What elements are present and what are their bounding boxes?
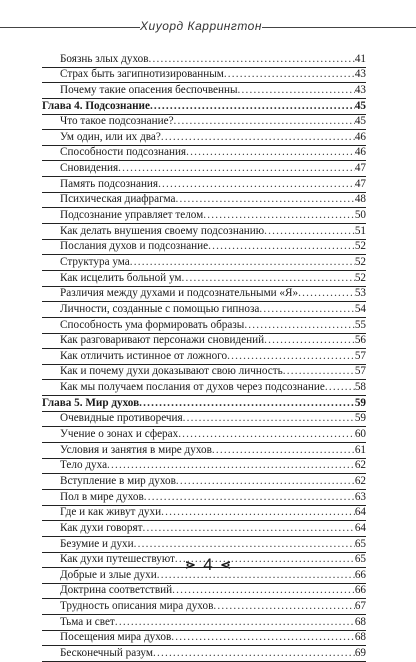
- toc-entry-row: [42, 380, 366, 396]
- entry-page-number: 61: [354, 443, 366, 456]
- entry-page-number: 57: [354, 349, 366, 362]
- dot-leader: [238, 83, 355, 98]
- toc-entry-row: [42, 365, 366, 381]
- entry-title: Доктрина соответствий: [60, 584, 173, 597]
- dot-leader: [212, 443, 355, 458]
- dot-leader: [178, 427, 355, 442]
- toc-entry-row: [42, 115, 366, 131]
- entry-page-number: 66: [354, 568, 366, 581]
- toc-entry-row: [42, 255, 366, 271]
- page-number: 4: [203, 555, 213, 574]
- entry-page-number: 48: [354, 193, 366, 206]
- dot-leader: [144, 490, 355, 505]
- right-arrow-ornament: ⋖: [220, 557, 232, 572]
- toc-entry-row: [42, 146, 366, 162]
- chapter-title: Глава 5. Мир духов: [42, 396, 140, 409]
- entry-page-number: 41: [354, 52, 366, 65]
- entry-title: Как духи говорят: [60, 521, 143, 534]
- entry-page-number: 65: [354, 553, 366, 566]
- dot-leader: [134, 537, 355, 552]
- dot-leader: [264, 333, 355, 348]
- entry-title: Как исцелить больной ум: [60, 271, 182, 284]
- dot-leader: [158, 177, 355, 192]
- header-rule-left: [0, 27, 140, 28]
- entry-title: Сновидения: [60, 162, 119, 175]
- dot-leader: [176, 474, 355, 489]
- dot-leader: [150, 99, 355, 114]
- entry-title: Страх быть загипнотизированным: [60, 68, 224, 81]
- chapter-title: Глава 4. Подсознание: [42, 99, 150, 112]
- entry-title: Добрые и злые духи: [60, 568, 157, 581]
- toc-entry-row: [42, 631, 366, 647]
- toc-entry-row: [42, 302, 366, 318]
- dot-leader: [149, 52, 355, 67]
- toc-entry-row: [42, 52, 366, 68]
- toc-entry-row: [42, 537, 366, 553]
- toc-entry-row: [42, 271, 366, 287]
- entry-page-number: 43: [354, 83, 366, 96]
- dot-leader: [115, 615, 355, 630]
- entry-title: Способность ума формировать образы: [60, 318, 245, 331]
- toc-entry-row: [42, 459, 366, 475]
- toc-entry-row: [42, 412, 366, 428]
- toc-entry-row: [42, 68, 366, 84]
- toc-entry-row: [42, 240, 366, 256]
- toc-entry-row: [42, 349, 366, 365]
- entry-title: Личности, созданные с помощью гипноза: [60, 302, 260, 315]
- toc-entry-row: [42, 615, 366, 631]
- entry-page-number: 68: [354, 615, 366, 628]
- entry-page-number: 65: [354, 537, 366, 550]
- toc-entry-row: [42, 427, 366, 443]
- book-author-title: Хиуорд Каррингтон: [140, 19, 262, 33]
- entry-title: Структура ума: [60, 255, 130, 268]
- dot-leader: [176, 192, 355, 207]
- toc-entry-row: [42, 521, 366, 537]
- entry-page-number: 52: [354, 240, 366, 253]
- toc-entry-row: [42, 584, 366, 600]
- toc-entry-row: [42, 599, 366, 615]
- entry-title: Бесконечный разум: [60, 646, 153, 659]
- toc-entry-row: [42, 83, 366, 99]
- entry-title: Пол в мире духов: [60, 490, 144, 503]
- entry-title: Послания духов и подсознание: [60, 240, 209, 253]
- header-rule-right: [262, 27, 416, 28]
- entry-page-number: 67: [354, 600, 366, 613]
- entry-title: Почему такие опасения беспочвенны: [60, 83, 238, 96]
- entry-title: Вступление в мир духов: [60, 474, 176, 487]
- entry-title: Как мы получаем послания от духов через подсознание: [60, 381, 325, 394]
- dot-leader: [161, 505, 355, 520]
- entry-page-number: 57: [354, 365, 366, 378]
- toc-entry-row: [42, 193, 366, 209]
- dot-leader: [183, 411, 355, 426]
- entry-page-number: 55: [354, 318, 366, 331]
- entry-page-number: 46: [354, 146, 366, 159]
- entry-page-number: 69: [354, 646, 366, 659]
- dot-leader: [143, 521, 355, 536]
- entry-title: Боязнь злых духов: [60, 52, 149, 65]
- entry-page-number: 66: [354, 584, 366, 597]
- dot-leader: [283, 364, 355, 379]
- entry-title: Тело духа: [60, 459, 108, 472]
- entry-page-number: 62: [354, 459, 366, 472]
- dot-leader: [203, 208, 355, 223]
- toc-entry-row: [42, 318, 366, 334]
- dot-leader: [118, 161, 355, 176]
- dot-leader: [244, 318, 355, 333]
- entry-title: Память подсознания: [60, 177, 159, 190]
- dot-leader: [174, 114, 355, 129]
- entry-title: Как отличить истинное от ложного: [60, 349, 228, 362]
- toc-chapter-row: [42, 396, 366, 412]
- toc-entry-row: [42, 161, 366, 177]
- entry-page-number: 63: [354, 490, 366, 503]
- toc-entry-row: [42, 130, 366, 146]
- entry-page-number: 50: [354, 209, 366, 222]
- toc-entry-row: [42, 177, 366, 193]
- entry-page-number: 64: [354, 521, 366, 534]
- dot-leader: [264, 224, 355, 239]
- page-footer: [0, 555, 416, 579]
- toc-entry-row: [42, 506, 366, 522]
- entry-page-number: 47: [354, 162, 366, 175]
- dot-leader: [259, 302, 354, 317]
- entry-page-number: 62: [354, 474, 366, 487]
- dot-leader: [213, 599, 354, 614]
- entry-page-number: 54: [354, 302, 366, 315]
- entry-page-number: 45: [354, 99, 366, 112]
- entry-title: Как духи путешествуют: [60, 553, 175, 566]
- entry-page-number: 47: [354, 177, 366, 190]
- entry-title: Как разговаривают персонажи сновидений: [60, 334, 265, 347]
- dot-leader: [186, 145, 355, 160]
- dot-leader: [139, 396, 355, 411]
- toc-chapter-row: [42, 99, 366, 115]
- toc-entry-row: [42, 287, 366, 303]
- entry-page-number: 43: [354, 68, 366, 81]
- dot-leader: [153, 646, 355, 661]
- entry-title: Трудность описания мира духов: [60, 600, 214, 613]
- entry-page-number: 46: [354, 130, 366, 143]
- dot-leader: [171, 630, 355, 645]
- toc-entry-row: [42, 646, 366, 662]
- entry-page-number: 58: [354, 381, 366, 394]
- entry-page-number: 68: [354, 631, 366, 644]
- entry-title: Как и почему духи доказывают свою личность: [60, 365, 283, 378]
- dot-leader: [130, 255, 355, 270]
- entry-page-number: 60: [354, 428, 366, 441]
- entry-page-number: 59: [354, 396, 366, 409]
- entry-page-number: 45: [354, 115, 366, 128]
- left-arrow-ornament: ⋗: [184, 557, 196, 572]
- entry-page-number: 53: [354, 287, 366, 300]
- entry-page-number: 59: [354, 412, 366, 425]
- dot-leader: [107, 458, 355, 473]
- entry-page-number: 52: [354, 271, 366, 284]
- entry-title: Психическая диафрагма: [60, 193, 176, 206]
- entry-title: Что такое подсознание?: [60, 115, 174, 128]
- entry-title: Учение о зонах и сферах: [60, 428, 179, 441]
- entry-page-number: 52: [354, 255, 366, 268]
- entry-title: Способности подсознания: [60, 146, 187, 159]
- entry-title: Условия и занятия в мире духов: [60, 443, 212, 456]
- toc-entry-row: [42, 443, 366, 459]
- entry-page-number: 64: [354, 506, 366, 519]
- dot-leader: [208, 239, 355, 254]
- entry-title: Тьма и свет: [60, 615, 115, 628]
- dot-leader: [224, 67, 355, 82]
- toc-entry-row: [42, 208, 366, 224]
- dot-leader: [161, 130, 355, 145]
- entry-title: Подсознание управляет телом: [60, 209, 204, 222]
- toc-entry-row: [42, 334, 366, 350]
- running-header: [0, 0, 416, 40]
- entry-title: Как делать внушения своему подсознанию: [60, 224, 265, 237]
- entry-page-number: 56: [354, 334, 366, 347]
- toc-entry-row: [42, 224, 366, 240]
- toc-entry-row: [42, 490, 366, 506]
- entry-title: Различия между духами и подсознательными «Я»: [60, 287, 299, 300]
- entry-title: Ум один, или их два?: [60, 130, 161, 143]
- entry-title: Где и как живут духи: [60, 506, 162, 519]
- toc-entry-row: [42, 474, 366, 490]
- entry-page-number: 51: [354, 224, 366, 237]
- dot-leader: [182, 271, 355, 286]
- entry-title: Очевидные противоречия: [60, 412, 183, 425]
- entry-title: Посещения мира духов: [60, 631, 172, 644]
- dot-leader: [298, 286, 355, 301]
- dot-leader: [325, 380, 355, 395]
- dot-leader: [227, 349, 355, 364]
- entry-title: Безумие и духи: [60, 537, 134, 550]
